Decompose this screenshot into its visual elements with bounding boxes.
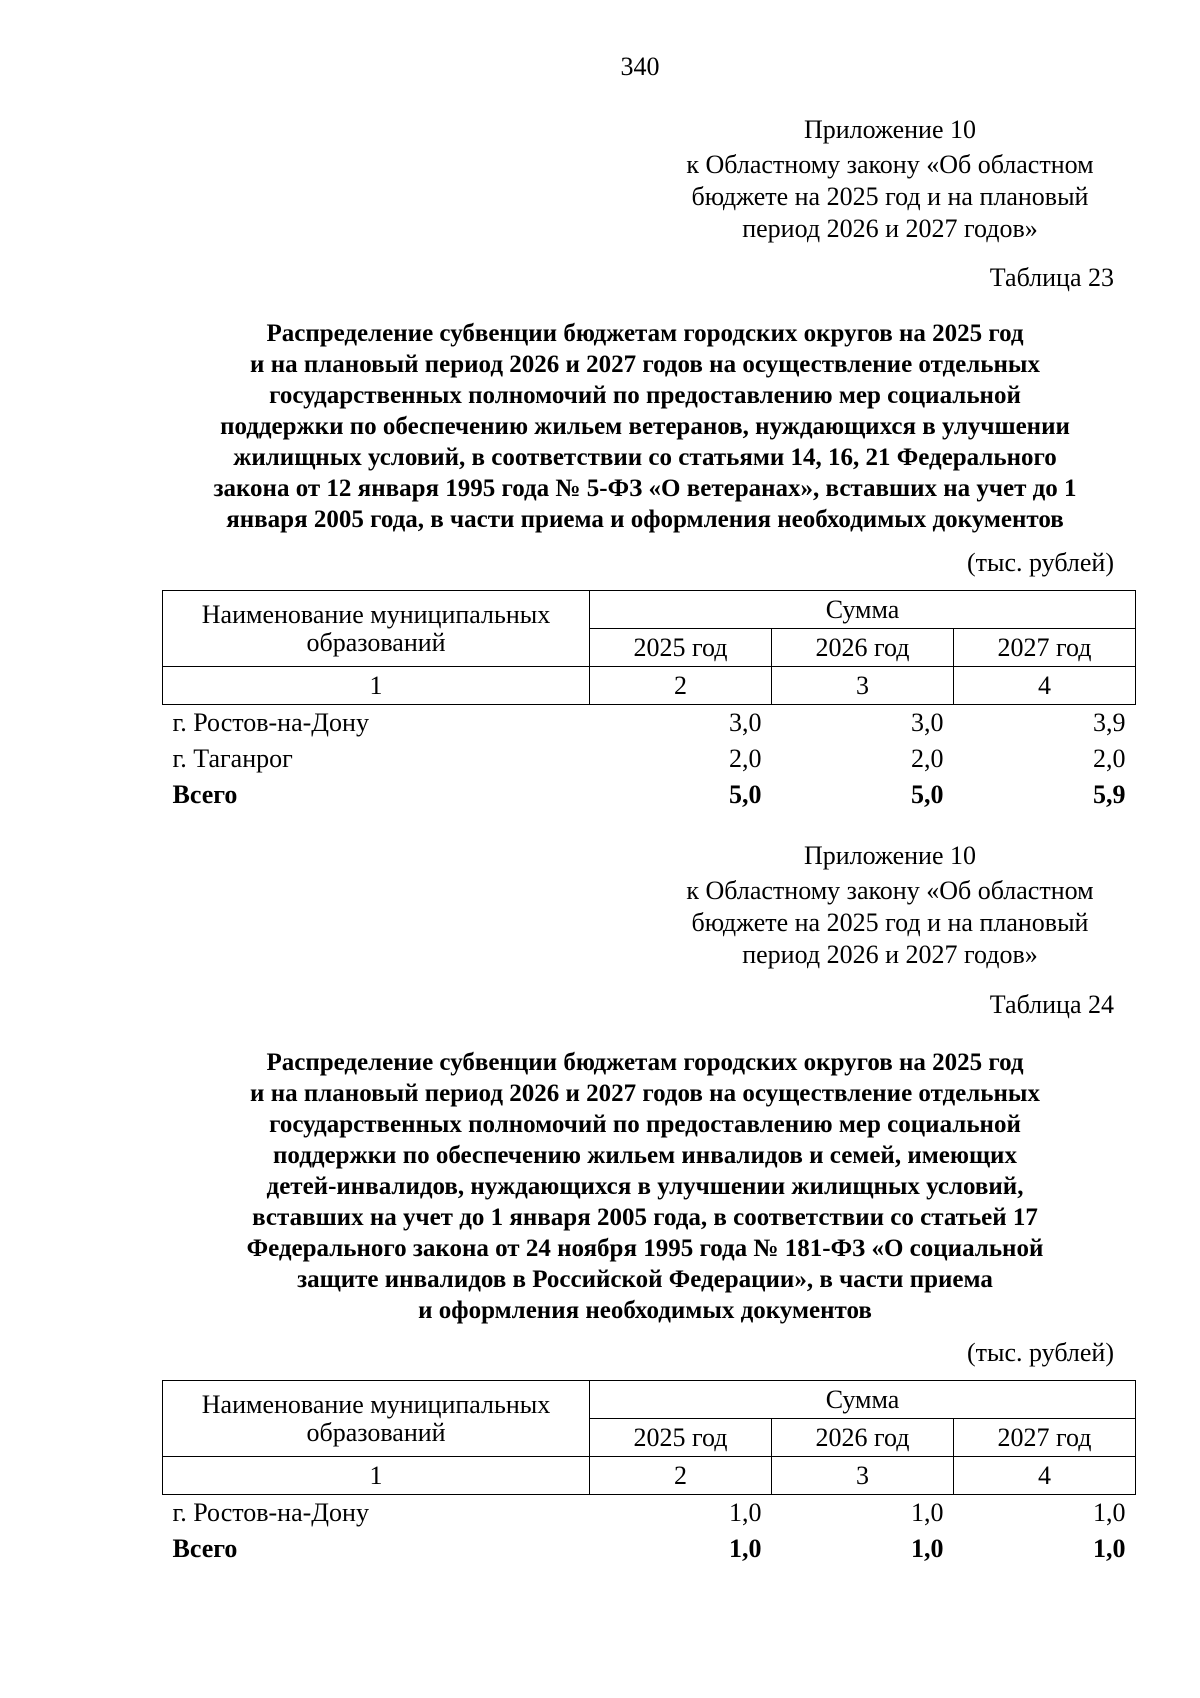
page-number: 340 [620,52,660,81]
heading-line: Распределение субвенции бюджетам городских округов на 2025 год [266,320,1024,347]
name-header-line: образований [306,1417,446,1447]
total-2025: 5,0 [729,780,762,809]
heading-line: государственных полномочий по предоставлению мер социальной [269,1111,1021,1138]
heading-line: вставших на учет до 1 января 2005 года, в соответствии со статьей 17 [252,1204,1038,1231]
table-heading [150,318,1140,535]
name-header-line: Наименование муниципальных [201,1389,551,1419]
heading-line: и на плановый период 2026 и 2027 годов на осуществление отдельных [250,351,1040,378]
sum-header: Сумма [590,591,1136,629]
year-header: 2025 год [590,629,772,667]
heading-line: Федерального закона от 24 ноября 1995 года № 181-ФЗ «О социальной [246,1235,1044,1262]
year-header: 2026 год [772,1419,954,1457]
name-column-header [163,1381,590,1457]
municipality-name: г. Ростов-на-Дону [172,1498,369,1527]
heading-line: и на плановый период 2026 и 2027 годов на осуществление отдельных [250,1080,1040,1107]
name-header-line: Наименование муниципальных [201,599,551,629]
heading-line: Распределение субвенции бюджетам городских округов на 2025 год [266,1049,1024,1076]
units-label: (тыс. рублей) [966,548,1114,577]
municipality-name: г. Ростов-на-Дону [172,708,369,737]
total-2027: 1,0 [1093,1534,1126,1563]
heading-line: детей-инвалидов, нуждающихся в улучшении жилищных условий, [266,1173,1024,1200]
appendix-ref-line: к Областному закону «Об областном [686,876,1094,905]
heading-line: защите инвалидов в Российской Федерации», в части приема [297,1266,993,1293]
sum-header: Сумма [590,1381,1136,1419]
heading-line: поддержки по обеспечению жильем инвалидов и семей, имеющих [273,1142,1017,1169]
total-row [163,1531,1136,1567]
table-row [163,1495,1136,1532]
appendix-title: Приложение 10 [803,115,977,144]
municipality-name: г. Таганрог [172,744,293,773]
appendix-ref-line: бюджете на 2025 год и на плановый [691,908,1089,937]
total-2026: 1,0 [910,1534,944,1563]
table-heading [150,1047,1140,1326]
table-row [163,705,1136,742]
heading-line: закона от 12 января 1995 года № 5-ФЗ «О ветеранах», вставших на учет до 1 [213,475,1077,502]
name-header-line: образований [306,627,446,657]
total-2026: 5,0 [910,780,944,809]
column-number: 2 [590,667,772,705]
total-2027: 5,9 [1093,780,1126,809]
appendix-ref-line: бюджете на 2025 год и на плановый [691,182,1089,211]
value-2026: 3,0 [910,708,944,737]
column-number: 2 [590,1457,772,1495]
table-row [163,741,1136,777]
value-2025: 2,0 [729,744,762,773]
value-2025: 3,0 [729,708,762,737]
value-2026: 2,0 [910,744,944,773]
table-label: Таблица 23 [989,263,1114,292]
value-2027: 1,0 [1093,1498,1126,1527]
total-2025: 1,0 [729,1534,762,1563]
heading-line: жилищных условий, в соответствии со статьями 14, 16, 21 Федерального [233,444,1057,471]
column-number: 3 [772,667,954,705]
appendix-caption [640,840,1140,971]
total-row [163,777,1136,813]
column-number: 1 [163,667,590,705]
heading-line: государственных полномочий по предоставлению мер социальной [269,382,1021,409]
column-number: 1 [163,1457,590,1495]
year-header: 2027 год [953,629,1135,667]
appendix-caption [640,114,1140,245]
heading-line: января 2005 года, в части приема и оформления необходимых документов [226,506,1064,533]
year-header: 2025 год [590,1419,772,1457]
subvention-table-24 [162,1380,1136,1567]
heading-line: и оформления необходимых документов [418,1297,872,1324]
appendix-ref-line: период 2026 и 2027 годов» [742,214,1038,243]
appendix-title: Приложение 10 [803,841,977,870]
value-2026: 1,0 [910,1498,944,1527]
appendix-ref-line: период 2026 и 2027 годов» [742,940,1038,969]
subvention-table-23 [162,590,1136,813]
column-number: 3 [772,1457,954,1495]
year-header: 2026 год [772,629,954,667]
total-label: Всего [172,1534,238,1563]
value-2027: 2,0 [1093,744,1126,773]
column-number: 4 [953,1457,1135,1495]
column-number: 4 [953,667,1135,705]
year-header: 2027 год [953,1419,1135,1457]
value-2027: 3,9 [1093,708,1126,737]
appendix-ref-line: к Областному закону «Об областном [686,150,1094,179]
table-label: Таблица 24 [989,990,1114,1019]
value-2025: 1,0 [729,1498,762,1527]
total-label: Всего [172,780,238,809]
name-column-header [163,591,590,667]
units-label: (тыс. рублей) [966,1338,1114,1367]
heading-line: поддержки по обеспечению жильем ветеранов, нуждающихся в улучшении [220,413,1070,440]
